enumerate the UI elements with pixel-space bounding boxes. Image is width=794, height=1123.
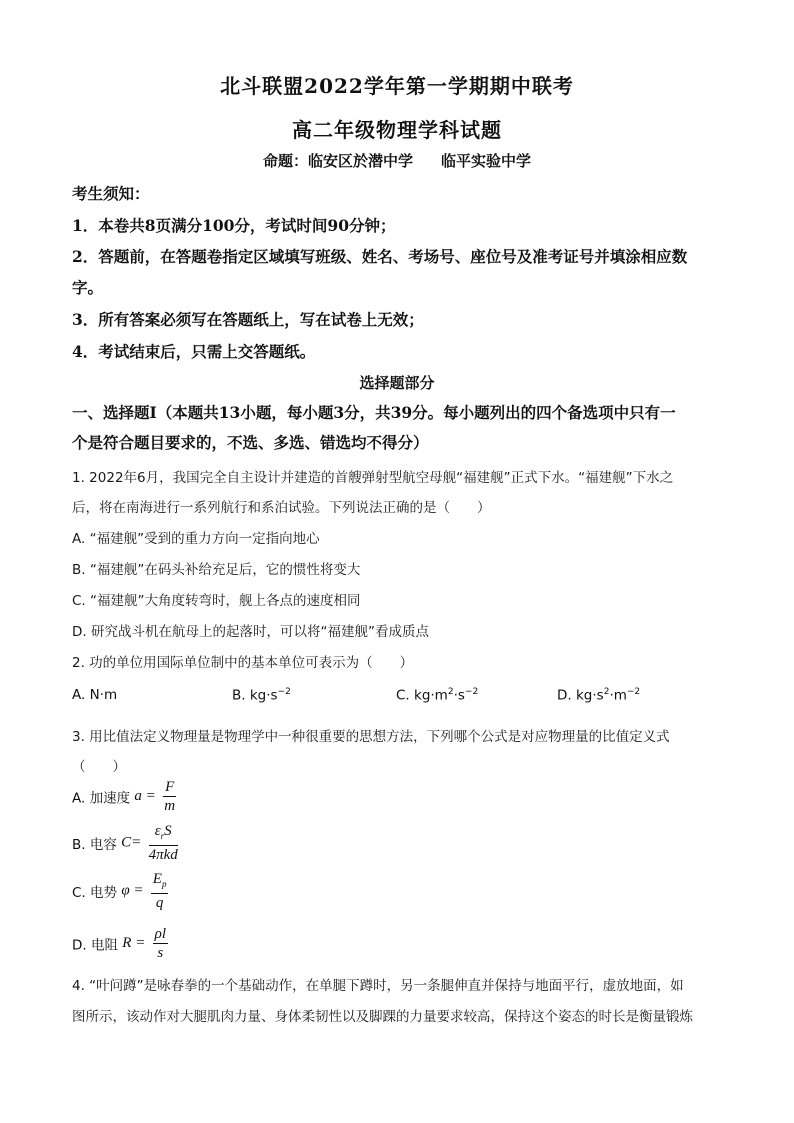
q1-stem-cont: 后，将在南海进行一系列航行和系泊试验。下列说法正确的是（ ）	[72, 500, 491, 516]
q4-stem-cont: 图所示，该动作对大腿肌肉力量、身体柔韧性以及脚踝的力量要求较高，保持这个姿态的时长是衡量锻炼	[72, 1009, 693, 1025]
fraction: $\frac{E_p}{q}$	[152, 871, 167, 911]
q3-option-c: C. 电势 φ = $\frac{E_p}{q}$	[72, 871, 167, 911]
instructions-heading: 考生须知：	[72, 184, 150, 203]
q1-option-d: D. 研究战斗机在航母上的起落时，可以将“福建舰”看成质点	[72, 624, 429, 640]
q2-option-a: A. N·m	[72, 687, 118, 703]
instruction-item: 3．所有答案必须写在答题纸上，写在试卷上无效；	[72, 310, 424, 329]
q3-option-b: B. 电容 C= $\frac{\varepsilon_rS}{\text{4πkd}}$	[72, 823, 178, 863]
q2-option-d: D. $kg\cdot s^2\cdot m^{-2}$	[557, 687, 641, 704]
q2-stem: 2. 功的单位用国际单位制中的基本单位可表示为（ ）	[72, 655, 414, 671]
author-school-2: 临平实验中学	[441, 152, 532, 170]
instruction-item: 字。	[72, 278, 104, 297]
q3-option-d: D. 电阻 R = $\frac{\rho l}{s}$	[72, 926, 166, 961]
fraction: $\frac{\rho l}{s}$	[154, 926, 166, 961]
q3-stem: 3. 用比值法定义物理量是物理学中一种很重要的思想方法，下列哪个公式是对应物理量的比值定义式	[72, 729, 670, 745]
q1-option-a: A. “福建舰”受到的重力方向一定指向地心	[72, 531, 320, 547]
q4-stem: 4. “叶问蹲”是咏春拳的一个基础动作，在单腿下蹲时，另一条腿伸直并保持与地面平行，虚放地面，如	[72, 978, 684, 994]
authors-line	[0, 150, 794, 171]
fraction: $\frac{F}{m}$	[164, 779, 176, 814]
instruction-item: 4．考试结束后，只需上交答题纸。	[72, 342, 316, 361]
q1-stem: 1. 2022年6月，我国完全自主设计并建造的首艘弹射型航空母舰“福建舰”正式下水。“福建舰”下水之	[72, 470, 674, 486]
part1-heading-cont: 个是符合题目要求的，不选、多选、错选均不得分）	[72, 433, 429, 452]
author-school-1: 命题：临安区於潜中学	[262, 152, 413, 170]
q2-option-b: B. $kg\cdot s^{-2}$	[232, 687, 291, 704]
fraction: $\frac{\varepsilon_rS}{\text{4πkd}}$	[148, 823, 178, 863]
q1-option-b: B. “福建舰”在码头补给充足后，它的惯性将变大	[72, 562, 361, 578]
section-title: 选择题部分	[359, 374, 435, 392]
q3-stem-cont: （ ）	[72, 759, 126, 775]
exam-title: 北斗联盟2022学年第一学期期中联考	[220, 74, 574, 98]
q3-option-a: A. 加速度 a = $\frac{F}{m}$	[72, 779, 176, 814]
exam-subtitle: 高二年级物理学科试题	[292, 118, 502, 142]
instruction-item: 1．本卷共8页满分100分，考试时间90分钟；	[72, 216, 396, 235]
part1-heading: 一、选择题Ⅰ（本题共13小题，每小题3分，共39分。每小题列出的四个备选项中只有一	[72, 403, 676, 422]
q1-option-c: C. “福建舰”大角度转弯时，舰上各点的速度相同	[72, 593, 361, 609]
instruction-item: 2．答题前，在答题卷指定区域填写班级、姓名、考场号、座位号及准考证号并填涂相应数	[72, 247, 688, 266]
q2-option-c: C. $kg\cdot m^2\cdot s^{-2}$	[396, 687, 479, 704]
